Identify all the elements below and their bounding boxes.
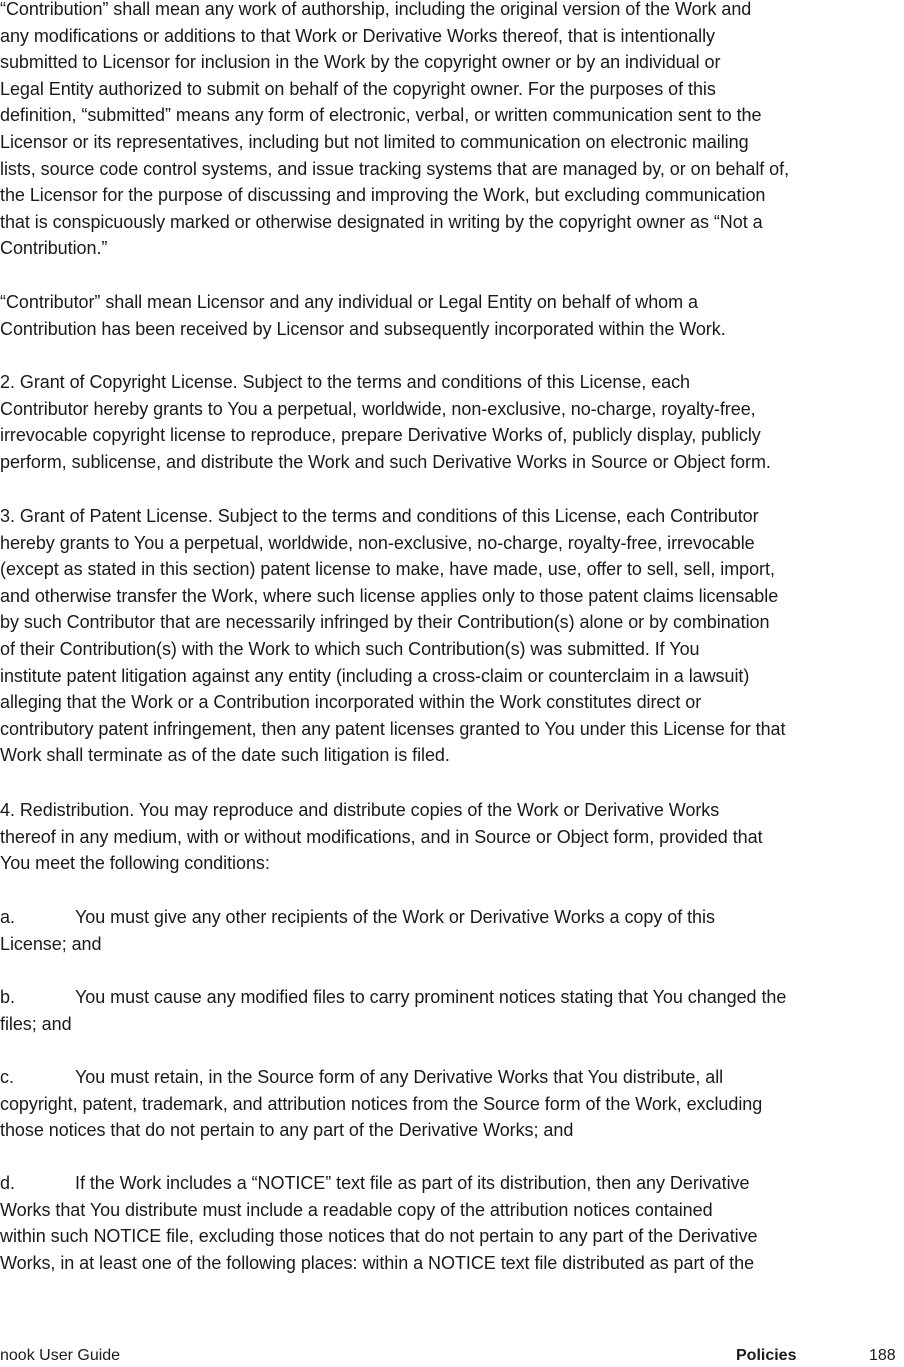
list-item-first-line — [0, 904, 715, 931]
text-line: files; and — [0, 1013, 72, 1034]
paragraph-contributor-definition — [0, 289, 726, 342]
list-item-text: You must give any other recipients of the Work or Derivative Works a copy of this — [75, 907, 715, 927]
text-line: contributory patent infringement, then any patent licenses granted to You under this License for that — [0, 718, 786, 739]
list-item-b — [0, 984, 786, 1037]
list-marker: a. — [0, 907, 15, 927]
list-item-first-line — [0, 984, 786, 1011]
list-marker: d. — [0, 1173, 15, 1193]
text-line: alleging that the Work or a Contribution incorporated within the Work constitutes direct or — [0, 692, 702, 713]
text-line: License; and — [0, 933, 102, 954]
text-line: perform, sublicense, and distribute the Work and such Derivative Works in Source or Object form. — [0, 451, 771, 472]
text-line: of their Contribution(s) with the Work to which such Contribution(s) was submitted. If You — [0, 638, 700, 659]
text-line: the Licensor for the purpose of discussing and improving the Work, but excluding communication — [0, 185, 766, 206]
text-line: (except as stated in this section) patent license to make, have made, use, offer to sell, sell, import, — [0, 559, 775, 580]
text-line: 2. Grant of Copyright License. Subject to the terms and conditions of this License, each — [0, 372, 690, 392]
text-line: Legal Entity authorized to submit on behalf of the copyright owner. For the purposes of this — [0, 78, 716, 99]
footer-guide-title: nook User Guide — [0, 1347, 121, 1364]
footer-section-name: Policies — [736, 1347, 797, 1364]
text-line: within such NOTICE file, excluding those notices that do not pertain to any part of the Derivative — [0, 1226, 758, 1247]
list-item-first-line — [0, 1064, 762, 1091]
text-line: thereof in any medium, with or without modifications, and in Source or Object form, provided that — [0, 826, 763, 847]
text-line: You meet the following conditions: — [0, 853, 270, 874]
text-line: by such Contributor that are necessarily infringed by their Contribution(s) alone or by combination — [0, 612, 770, 633]
text-line: Work shall terminate as of the date such litigation is filed. — [0, 745, 450, 766]
paragraph-copyright-license — [0, 369, 771, 475]
text-line: submitted to Licensor for inclusion in the Work by the copyright owner or by an individual or — [0, 52, 721, 73]
text-line: definition, “submitted” means any form of electronic, verbal, or written communication sent to the — [0, 105, 762, 126]
text-line: Contribution.” — [0, 238, 108, 259]
list-item-c — [0, 1064, 762, 1144]
text-line: irrevocable copyright license to reproduce, prepare Derivative Works of, publicly display, publicly — [0, 425, 761, 446]
text-line: lists, source code control systems, and issue tracking systems that are managed by, or on behalf of, — [0, 158, 790, 179]
text-line: “Contributor” shall mean Licensor and any individual or Legal Entity on behalf of whom a — [0, 292, 698, 312]
text-line: Works, in at least one of the following places: within a NOTICE text file distributed as part of the — [0, 1252, 755, 1273]
paragraph-patent-license — [0, 503, 785, 769]
list-item-a — [0, 904, 715, 957]
list-item-text: If the Work includes a “NOTICE” text file as part of its distribution, then any Derivative — [75, 1173, 750, 1193]
text-line: those notices that do not pertain to any part of the Derivative Works; and — [0, 1120, 574, 1141]
text-line: Contributor hereby grants to You a perpetual, worldwide, non-exclusive, no-charge, royalty-free, — [0, 398, 756, 419]
text-line: any modifications or additions to that Work or Derivative Works thereof, that is intentionally — [0, 25, 715, 46]
list-item-first-line — [0, 1170, 758, 1197]
text-line: and otherwise transfer the Work, where such license applies only to those patent claims licensable — [0, 585, 779, 606]
paragraph-contribution-definition — [0, 0, 789, 262]
list-marker: b. — [0, 987, 15, 1007]
text-line: 3. Grant of Patent License. Subject to the terms and conditions of this License, each Contributor — [0, 506, 759, 526]
text-line: Licensor or its representatives, including but not limited to communication on electronic mailing — [0, 131, 749, 152]
text-line: hereby grants to You a perpetual, worldwide, non-exclusive, no-charge, royalty-free, irrevocable — [0, 532, 755, 553]
list-item-d — [0, 1170, 758, 1276]
text-line: 4. Redistribution. You may reproduce and distribute copies of the Work or Derivative Works — [0, 800, 720, 820]
text-line: copyright, patent, trademark, and attribution notices from the Source form of the Work, excluding — [0, 1093, 763, 1114]
text-line: that is conspicuously marked or otherwise designated in writing by the copyright owner as “Not a — [0, 211, 763, 232]
text-line: “Contribution” shall mean any work of authorship, including the original version of the Work and — [0, 0, 752, 19]
text-line: Contribution has been received by Licensor and subsequently incorporated within the Work. — [0, 318, 726, 339]
text-line: institute patent litigation against any entity (including a cross-claim or counterclaim in a lawsuit) — [0, 665, 750, 686]
list-item-text: You must cause any modified files to carry prominent notices stating that You changed the — [75, 987, 787, 1007]
footer-page-number: 188 — [869, 1347, 896, 1364]
text-line: Works that You distribute must include a readable copy of the attribution notices contained — [0, 1199, 713, 1220]
list-item-text: You must retain, in the Source form of any Derivative Works that You distribute, all — [75, 1067, 724, 1087]
list-marker: c. — [0, 1067, 14, 1087]
paragraph-redistribution — [0, 797, 763, 877]
